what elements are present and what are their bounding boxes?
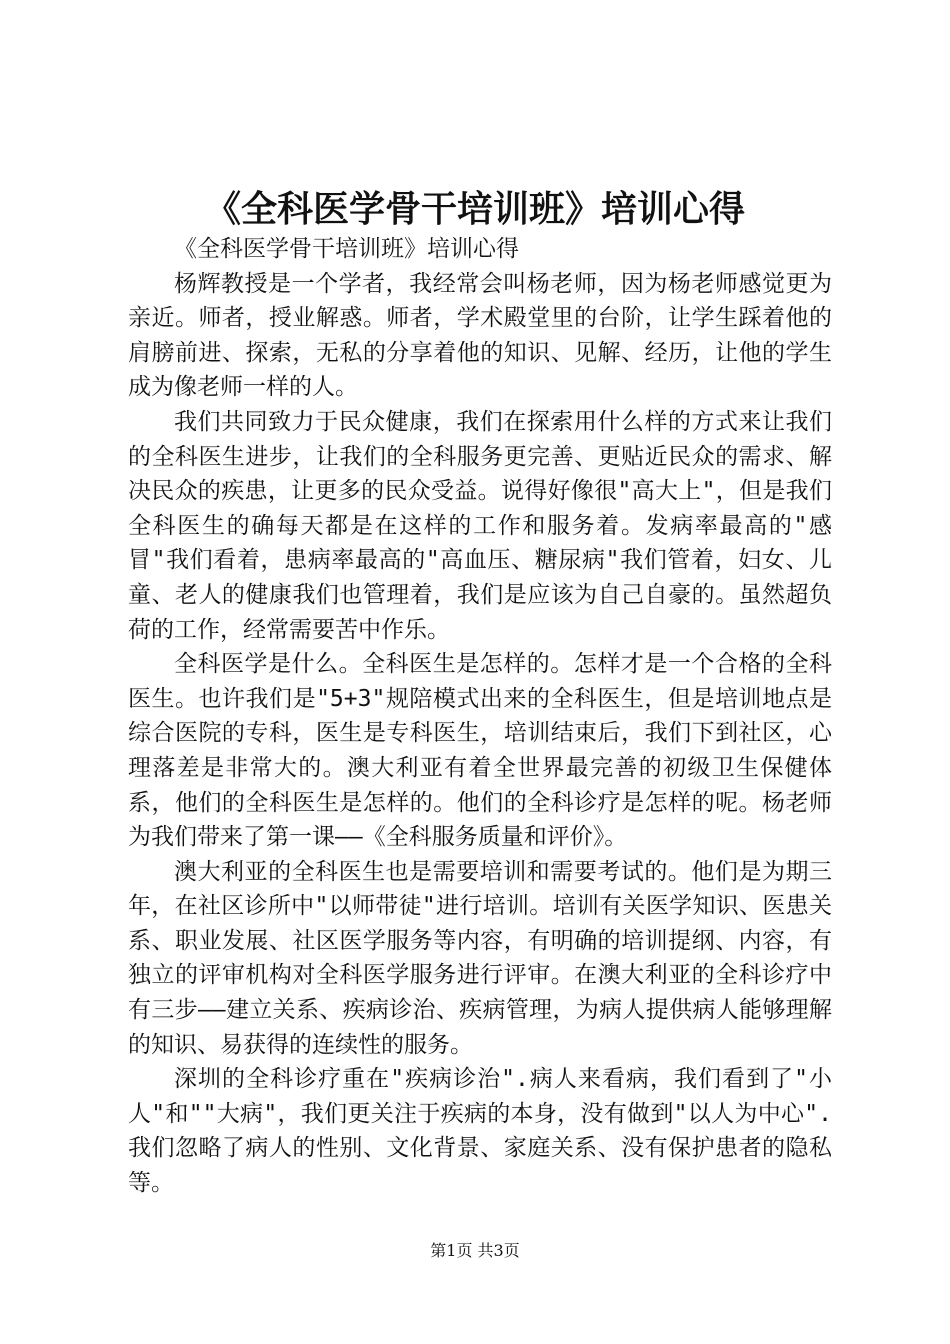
paragraph-2: 我们共同致力于民众健康，我们在探索用什么样的方式来让我们的全科医生进步，让我们的全科服务更完善、更贴近民众的需求、解决民众的疾患，让更多的民众受益。说得好像很"高大上"，但是我们全科医生的确每天都是在这样的工作和服务着。发病率最高的"感冒"我们看着，患病率最高的"高血压、糖尿病"我们管着，妇女、儿童、老人的健康我们也管理着，我们是应该为自己自豪的。虽然超负荷的工作，经常需要苦中作乐。	[128, 408, 832, 643]
paragraph-5: 深圳的全科诊疗重在"疾病诊治".病人来看病，我们看到了"小人"和""大病"，我们更关注于疾病的本身，没有做到"以人为中心".我们忽略了病人的性别、文化背景、家庭关系、没有保护患者的隐私等。	[128, 1066, 832, 1197]
document-title: 《全科医学骨干培训班》培训心得	[204, 188, 745, 230]
paragraph-4: 澳大利亚的全科医生也是需要培训和需要考试的。他们是为期三年，在社区诊所中"以师带徒"进行培训。培训有关医学知识、医患关系、职业发展、社区医学服务等内容，有明确的培训提纲、内容，有独立的评审机构对全科医学服务进行评审。在澳大利亚的全科诊疗中有三步——建立关系、疾病诊治、疾病管理，为病人提供病人能够理解的知识、易获得的连续性的服务。	[128, 858, 832, 1058]
paragraph-1: 杨辉教授是一个学者，我经常会叫杨老师，因为杨老师感觉更为亲近。师者，授业解惑。师者，学术殿堂里的台阶，让学生踩着他的肩膀前进、探索，无私的分享着他的知识、见解、经历，让他的学生成为像老师一样的人。	[128, 270, 832, 401]
paragraph-3: 全科医学是什么。全科医生是怎样的。怎样才是一个合格的全科医生。也许我们是"5+3"规陪模式出来的全科医生，但是培训地点是综合医院的专科，医生是专科医生，培训结束后，我们下到社区，心理落差是非常大的。澳大利亚有着全世界最完善的初级卫生保健体系，他们的全科医生是怎样的。他们的全科诊疗是怎样的呢。杨老师为我们带来了第一课——《全科服务质量和评价》。	[128, 651, 832, 851]
page-footer: 第1页 共3页	[430, 1241, 520, 1260]
document-body	[128, 232, 832, 1201]
paragraph-subtitle: 《全科医学骨干培训班》培训心得	[174, 236, 519, 262]
